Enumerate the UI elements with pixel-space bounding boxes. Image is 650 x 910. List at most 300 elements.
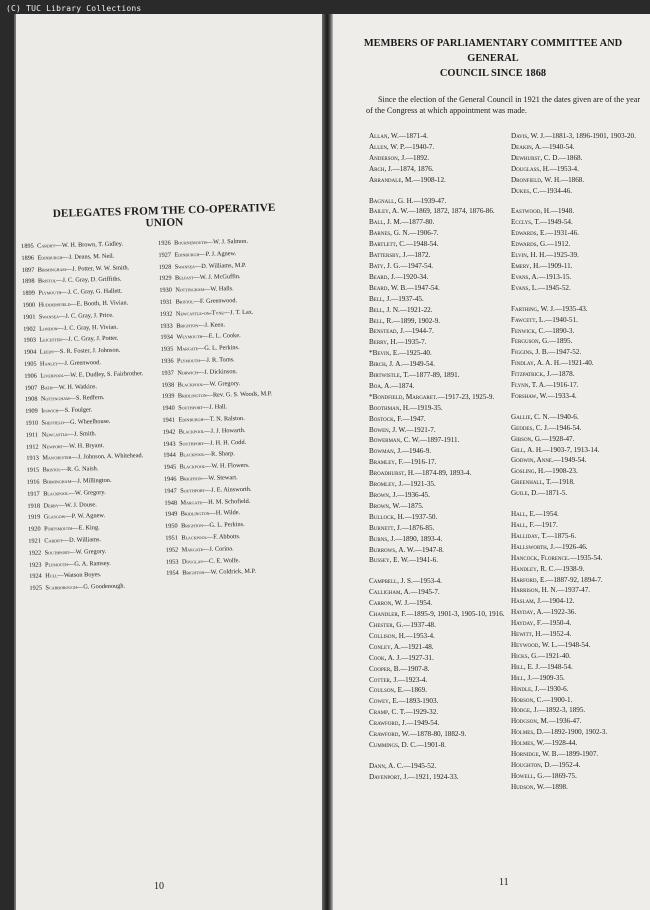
member-entry	[369, 348, 519, 359]
member-entry	[511, 488, 646, 499]
delegate-names: —H. M. Schofield.	[201, 497, 251, 506]
member-name: Hayday, A.	[511, 608, 544, 617]
member-years: —1921-40.	[538, 651, 571, 660]
delegate-year: 1934	[160, 334, 174, 342]
member-name: Burnett, J.	[369, 523, 402, 532]
member-entry	[369, 250, 519, 261]
member-entry	[511, 164, 646, 175]
delegate-names: —P. J. Agnew.	[199, 249, 237, 258]
delegate-names: —W. H. Brown, T. Gidley.	[55, 240, 124, 250]
member-name: Cummings, D. C.	[369, 740, 417, 749]
delegate-year: 1909	[25, 407, 38, 416]
delegate-year: 1943	[162, 440, 176, 448]
member-entry	[511, 347, 646, 358]
member-years: —1916-17.	[403, 458, 437, 467]
left-page	[16, 14, 322, 910]
member-years: —1949-54.	[540, 218, 573, 227]
delegate-year: 1932	[159, 310, 173, 318]
member-entry	[511, 705, 646, 716]
delegate-place: Hanley	[39, 360, 59, 368]
member-years: —1936-47.	[548, 717, 582, 726]
member-entry	[369, 457, 519, 468]
member-name: *Bondfield, Margaret.	[369, 392, 438, 401]
member-name: Guile, D.	[511, 489, 539, 498]
member-years: —1928-44.	[544, 739, 578, 748]
member-years: —1895-9, 1901-3, 1905-10, 1916.	[406, 610, 505, 619]
delegate-place: Bristol	[175, 298, 194, 306]
member-entry	[369, 381, 519, 392]
delegate-place: Sheffield	[41, 418, 64, 427]
member-entry	[511, 771, 646, 782]
delegate-place: Plymouth	[44, 560, 69, 569]
member-entry	[511, 261, 646, 272]
member-years: —1921, 1924-33.	[408, 772, 459, 781]
member-name: Bussey, E. W.	[369, 556, 409, 565]
delegate-place: Huddersfield	[38, 300, 71, 309]
member-entry	[511, 673, 646, 684]
delegate-place: Nottingham	[40, 395, 70, 403]
member-entry	[369, 425, 519, 436]
delegate-names: —Rev. G. S. Woods, M.P.	[206, 390, 273, 400]
member-name: Birch, J. A.	[369, 360, 403, 369]
member-years: —1925-40.	[399, 349, 432, 358]
delegate-place: Southport	[178, 439, 204, 448]
delegate-names: —R. Sharp.	[204, 450, 235, 459]
member-name: Davis, W. J.	[511, 132, 545, 140]
member-entry	[369, 283, 519, 294]
delegate-year: 1937	[161, 369, 174, 377]
member-years: —1908-23.	[545, 467, 578, 476]
delegate-names: —E. Booth, H. Vivian.	[70, 299, 129, 308]
member-name: Chandler, F.	[369, 610, 407, 619]
delegate-year: 1924	[29, 572, 42, 581]
member-name: Haslam, J.	[511, 597, 542, 606]
delegate-year: 1896	[21, 254, 35, 262]
delegate-names: —D. Williams.	[62, 536, 102, 544]
member-name: Findlay, A. A. H.	[511, 359, 561, 368]
delegate-names: —J. Deans, M. Neil.	[62, 252, 115, 261]
delegate-place: Liverpool	[40, 371, 65, 380]
member-years: —1874, 1876.	[392, 164, 434, 173]
member-name: Houghton, D.	[511, 760, 552, 769]
member-entry	[369, 403, 519, 414]
delegate-names: —W. H. Watkins.	[52, 382, 98, 391]
member-entry	[369, 685, 519, 696]
delegate-names: —E. L. Cooke.	[202, 332, 241, 341]
member-years: —1921-48.	[400, 642, 434, 651]
member-years: —1949-54.	[553, 456, 587, 465]
member-years: —1949-54.	[402, 360, 435, 369]
member-years: —1890-3.	[545, 326, 575, 335]
member-name: Halliday, T.	[511, 531, 547, 540]
member-name: Hodge, J.	[511, 706, 539, 715]
member-name: Coulson, E.	[369, 686, 404, 695]
delegate-names: —J. Keen.	[198, 320, 226, 329]
member-years: —1881-3, 1896-1901, 1903-20.	[544, 132, 636, 140]
member-entry	[369, 512, 519, 523]
delegate-place: Ipswich	[41, 407, 59, 415]
letter-group	[511, 509, 646, 793]
member-name: Hornidge, W. B.	[511, 750, 559, 759]
member-years: —1897-1911.	[419, 436, 460, 445]
member-entry	[369, 359, 519, 370]
member-entry	[511, 466, 646, 477]
delegate-place: Bridlington	[180, 510, 210, 518]
member-name: Geddes, C. J.	[511, 423, 549, 432]
member-years: —1921-40.	[560, 359, 594, 368]
delegate-place: Portsmouth	[43, 524, 73, 533]
delegate-names: —J. Smith.	[67, 429, 97, 438]
delegate-names: —J. Johnson, A. Whitehead.	[71, 452, 144, 462]
member-name: Brown, W.	[369, 501, 401, 510]
delegate-year: 1906	[24, 372, 37, 380]
member-entry	[511, 142, 646, 153]
member-years: —1934-46.	[539, 186, 573, 195]
member-name: Evans, L.	[511, 283, 539, 292]
delegate-names: —J. C. Gray, J. Price.	[58, 311, 114, 320]
member-entry	[369, 228, 519, 239]
delegate-year: 1898	[21, 278, 35, 286]
letter-group	[369, 761, 519, 783]
delegate-place: Margate	[176, 345, 199, 353]
member-entry	[511, 239, 646, 250]
member-entry	[511, 531, 646, 542]
delegate-year: 1919	[27, 513, 41, 522]
member-entry	[369, 294, 519, 305]
delegate-place: Swansea	[38, 312, 60, 321]
letter-group	[511, 304, 646, 402]
member-name: Crawford, J.	[369, 719, 407, 728]
members-title	[343, 36, 643, 81]
member-name: Hewitt, H.	[511, 630, 543, 639]
member-name: Hallsworth, J.	[511, 542, 555, 551]
member-entry	[511, 391, 646, 402]
member-entry	[369, 587, 519, 598]
member-name: Howell, G.	[511, 771, 545, 780]
member-entry	[369, 772, 519, 783]
delegate-year: 1926	[158, 239, 171, 247]
member-years: —1952-4.	[551, 760, 581, 769]
delegate-names: —T. N. Ralston.	[203, 414, 245, 423]
member-name: Battersby, J.	[369, 251, 408, 260]
member-name: Elvin, H. H.	[511, 251, 547, 260]
member-entry	[369, 217, 519, 228]
member-name: Bowman, J.	[369, 447, 402, 456]
letter-group	[511, 131, 646, 196]
member-entry	[511, 228, 646, 239]
letter-group	[369, 576, 519, 751]
member-entry	[511, 782, 646, 793]
member-years: —1877-89, 1891.	[408, 371, 460, 380]
delegate-year: 1900	[22, 301, 36, 309]
delegates-column-1	[21, 238, 149, 595]
delegate-place: Margate	[181, 545, 204, 554]
delegate-year: 1920	[27, 525, 41, 534]
member-entry	[369, 631, 519, 642]
delegate-place: Glasgow	[43, 513, 66, 521]
delegate-names: —G. Wheelhouse.	[63, 417, 111, 426]
member-entry	[511, 585, 646, 596]
member-years: —1937-48.	[403, 620, 436, 629]
delegate-names: —W. Coldrick, M.P.	[204, 568, 256, 577]
delegate-names: —P. W. Agnew.	[65, 512, 106, 521]
member-years: —1919-35.	[409, 403, 443, 412]
delegate-place: Bristol	[42, 466, 61, 474]
member-years: —1941-6.	[408, 556, 438, 565]
member-name: Hill, J.	[511, 673, 533, 682]
member-entry	[511, 423, 646, 434]
member-name: Edwards, E.	[511, 229, 547, 238]
delegate-year: 1910	[25, 419, 39, 427]
delegate-names: —J. J. Howarth.	[204, 426, 246, 435]
delegate-names: —J. C. Gray, D. Griffiths.	[56, 275, 122, 285]
member-years: —1930-6.	[539, 684, 569, 693]
member-name: Cowey, E.	[369, 697, 399, 706]
member-years: —1935-43.	[554, 304, 588, 313]
delegate-place: Swansea	[174, 262, 195, 271]
member-entry	[369, 761, 519, 772]
member-entry	[369, 696, 519, 707]
delegate-place: Cardiff	[37, 242, 56, 250]
letter-group	[369, 196, 519, 567]
member-years: —1936-45.	[397, 491, 430, 499]
member-name: *Bevin, E.	[369, 349, 399, 358]
member-entry	[511, 477, 646, 488]
delegate-place: Southport	[180, 486, 205, 495]
delegate-place: Nottingham	[175, 286, 205, 294]
delegate-year: 1899	[22, 289, 35, 298]
delegate-year: 1944	[163, 451, 176, 460]
member-years: —1949-54.	[406, 719, 440, 728]
member-years: —1927-31.	[401, 653, 434, 662]
letter-group	[369, 131, 519, 186]
member-entry	[511, 651, 646, 662]
member-years: —1953-4.	[405, 631, 435, 640]
member-name: Eastwood, H.	[511, 207, 551, 216]
member-entry	[369, 468, 519, 479]
delegate-place: Brighton	[182, 569, 205, 577]
delegate-names: —G. Goodenough.	[76, 582, 126, 591]
member-years: —1945-52.	[538, 283, 571, 292]
member-name: Dukes, C.	[511, 186, 540, 195]
member-entry	[511, 153, 646, 164]
delegate-names: —G. A. Ramsey.	[67, 559, 111, 568]
member-name: Broadhurst, H.	[369, 469, 415, 478]
member-years: —1906-7.	[409, 229, 439, 238]
delegate-place: Plymouth	[38, 289, 62, 297]
member-years: —1921-35.	[403, 480, 436, 489]
delegate-names: —G. L. Perkins.	[203, 521, 245, 530]
delegate-year: 1940	[162, 404, 175, 413]
member-name: Campbell, J. S.	[369, 577, 413, 586]
member-name: Cooper, B.	[369, 664, 401, 673]
member-name: Holmes, W.	[511, 739, 545, 748]
delegate-place: Margate	[180, 498, 202, 507]
delegate-place: Hull	[45, 572, 58, 580]
member-name: Allen, W. P.	[369, 142, 405, 151]
member-entry	[369, 545, 519, 556]
member-years: —1947-52.	[548, 348, 582, 357]
member-name: Hayday, F.	[511, 619, 543, 628]
member-entry	[511, 206, 646, 217]
member-name: Emery, H.	[511, 261, 541, 270]
member-years: —1953-4.	[549, 164, 579, 173]
delegate-place: Blackpool	[179, 463, 206, 471]
member-name: Ecclys, T.	[511, 218, 541, 227]
member-entry	[511, 727, 646, 738]
delegate-year: 1931	[159, 298, 173, 306]
member-name: Davenport, J.	[369, 772, 409, 781]
member-name: Cook, A. J.	[369, 653, 402, 662]
member-name: Barnes, G. N.	[369, 229, 410, 238]
delegate-year: 1917	[27, 490, 40, 498]
member-entry	[369, 131, 519, 142]
member-name: Anderson, J.	[369, 153, 406, 162]
member-entry	[369, 196, 519, 207]
member-years: —1933-4.	[547, 391, 577, 400]
member-entry	[511, 369, 646, 380]
members-title-line2: COUNCIL SINCE 1868	[439, 68, 547, 79]
member-years: —1935-7.	[397, 338, 427, 347]
delegate-place: Birmingham	[37, 265, 66, 274]
member-years: —1868.	[559, 153, 583, 162]
member-years: —1945-52.	[403, 761, 437, 770]
member-entry	[511, 175, 646, 186]
member-entry	[369, 729, 519, 740]
member-years: —1922-36.	[543, 608, 577, 617]
delegate-place: Leeds	[39, 348, 54, 356]
member-entry	[511, 412, 646, 423]
member-name: Cramp, C. T.	[369, 708, 406, 717]
member-entry	[369, 446, 519, 457]
member-years: —1901-8.	[416, 740, 446, 749]
delegate-place: Newcastle	[41, 430, 68, 439]
delegate-year: 1912	[25, 443, 39, 451]
delegate-names: —J. Greenwood.	[58, 359, 102, 368]
member-years: —1878-80, 1882-9.	[409, 730, 467, 739]
member-entry	[511, 596, 646, 607]
member-entry	[369, 740, 519, 751]
member-name: Godwin, Anne.	[511, 456, 554, 465]
delegate-names: —W. E. Dudley, S. Fairbrother.	[63, 369, 144, 379]
member-years: —1876-85.	[401, 523, 435, 532]
member-years: —1869, 1872, 1874, 1876-86.	[408, 207, 495, 216]
member-years: —1948.	[550, 207, 575, 216]
member-entry	[369, 392, 509, 403]
member-years: —1947-8.	[414, 545, 444, 554]
delegate-place: Blackpool	[179, 451, 205, 459]
delegate-names: —C. E. Wolfe.	[202, 556, 241, 565]
member-entry	[369, 479, 519, 490]
delegate-year: 1933	[160, 322, 173, 330]
delegate-year: 1948	[164, 499, 178, 507]
member-name: Boothman, H.	[369, 403, 410, 412]
member-name: Bell, J. N.	[369, 305, 400, 314]
member-name: Hindle, J.	[511, 684, 540, 693]
member-years: —1917.	[534, 521, 558, 529]
delegate-year: 1901	[22, 313, 36, 321]
member-name: Harford, E.	[511, 575, 547, 584]
member-years: —1935-54.	[569, 553, 603, 562]
delegate-names: —W. H. Flowers.	[205, 461, 250, 471]
delegate-names: —H. Wilde.	[209, 509, 241, 518]
member-years: —1953-4.	[412, 577, 442, 586]
delegate-year: 1918	[27, 502, 41, 510]
member-years: —1917-23, 1925-9.	[437, 392, 495, 401]
member-years: —1907-8.	[400, 664, 430, 673]
member-years: —1909-11.	[540, 261, 573, 270]
delegate-year: 1923	[28, 561, 42, 569]
letter-group	[511, 412, 646, 499]
book-gutter	[322, 14, 333, 910]
delegate-names: —J. Corina.	[202, 544, 234, 553]
member-name: Hancock, Florence.	[511, 553, 570, 562]
member-name: Forshaw, W.	[511, 391, 548, 400]
member-entry	[369, 501, 519, 512]
delegate-year: 1945	[163, 463, 177, 472]
member-years: —1877-80.	[401, 218, 435, 227]
member-name: Dronfield, W. H.	[511, 175, 561, 184]
member-entry	[511, 520, 646, 531]
member-name: Hall, E.	[511, 510, 536, 519]
member-years: —1937-50.	[404, 512, 438, 521]
member-entry	[511, 304, 646, 315]
delegate-place: Weymouth	[176, 333, 203, 341]
member-entry	[369, 642, 519, 653]
member-years: —1899, 1902-9.	[393, 316, 441, 325]
delegate-place: Scarborough	[45, 583, 78, 592]
member-name: Ferguson, G.	[511, 337, 550, 346]
delegate-row	[166, 566, 277, 580]
member-entry	[369, 707, 519, 718]
member-years: —1947-54.	[407, 283, 440, 292]
member-years: —1892.	[405, 153, 430, 162]
delegate-names: —S. Redfern.	[69, 394, 105, 403]
member-name: Flynn, T. A.	[511, 381, 546, 390]
delegate-year: 1938	[161, 381, 175, 389]
delegate-year: 1936	[160, 357, 174, 365]
member-entry	[511, 315, 646, 326]
member-entry	[511, 662, 646, 673]
member-entry	[369, 305, 519, 316]
member-name: Berry, H.	[369, 338, 398, 347]
delegate-place: Blackpool	[181, 533, 207, 542]
member-years: —1871-5.	[538, 489, 568, 498]
member-entry	[369, 653, 519, 664]
member-entry	[511, 434, 646, 445]
member-name: Handley, R. C.	[511, 564, 556, 573]
delegate-year: 1927	[158, 251, 172, 259]
member-name: Beard, W. B.	[369, 283, 408, 292]
member-years: —1921-22.	[399, 305, 433, 314]
member-name: Cotter, J.	[369, 675, 399, 684]
delegate-names: —W. Stewart.	[201, 474, 238, 482]
letter-group	[511, 206, 646, 293]
member-name: Gallie, C. N.	[511, 412, 550, 421]
member-name: Dewhurst, C. D.	[511, 153, 560, 162]
member-years: —1947-54.	[400, 261, 434, 270]
member-entry	[511, 553, 646, 564]
member-years: —1940-54.	[541, 142, 575, 151]
member-entry	[369, 598, 519, 609]
member-entry	[511, 564, 646, 575]
member-years: —1913-15.	[538, 272, 572, 281]
member-entry	[369, 555, 519, 566]
member-name: Gibson, G.	[511, 434, 542, 443]
member-entry	[369, 534, 519, 545]
member-name: Gosling, H.	[511, 467, 546, 476]
member-years: —1875.	[400, 501, 424, 510]
